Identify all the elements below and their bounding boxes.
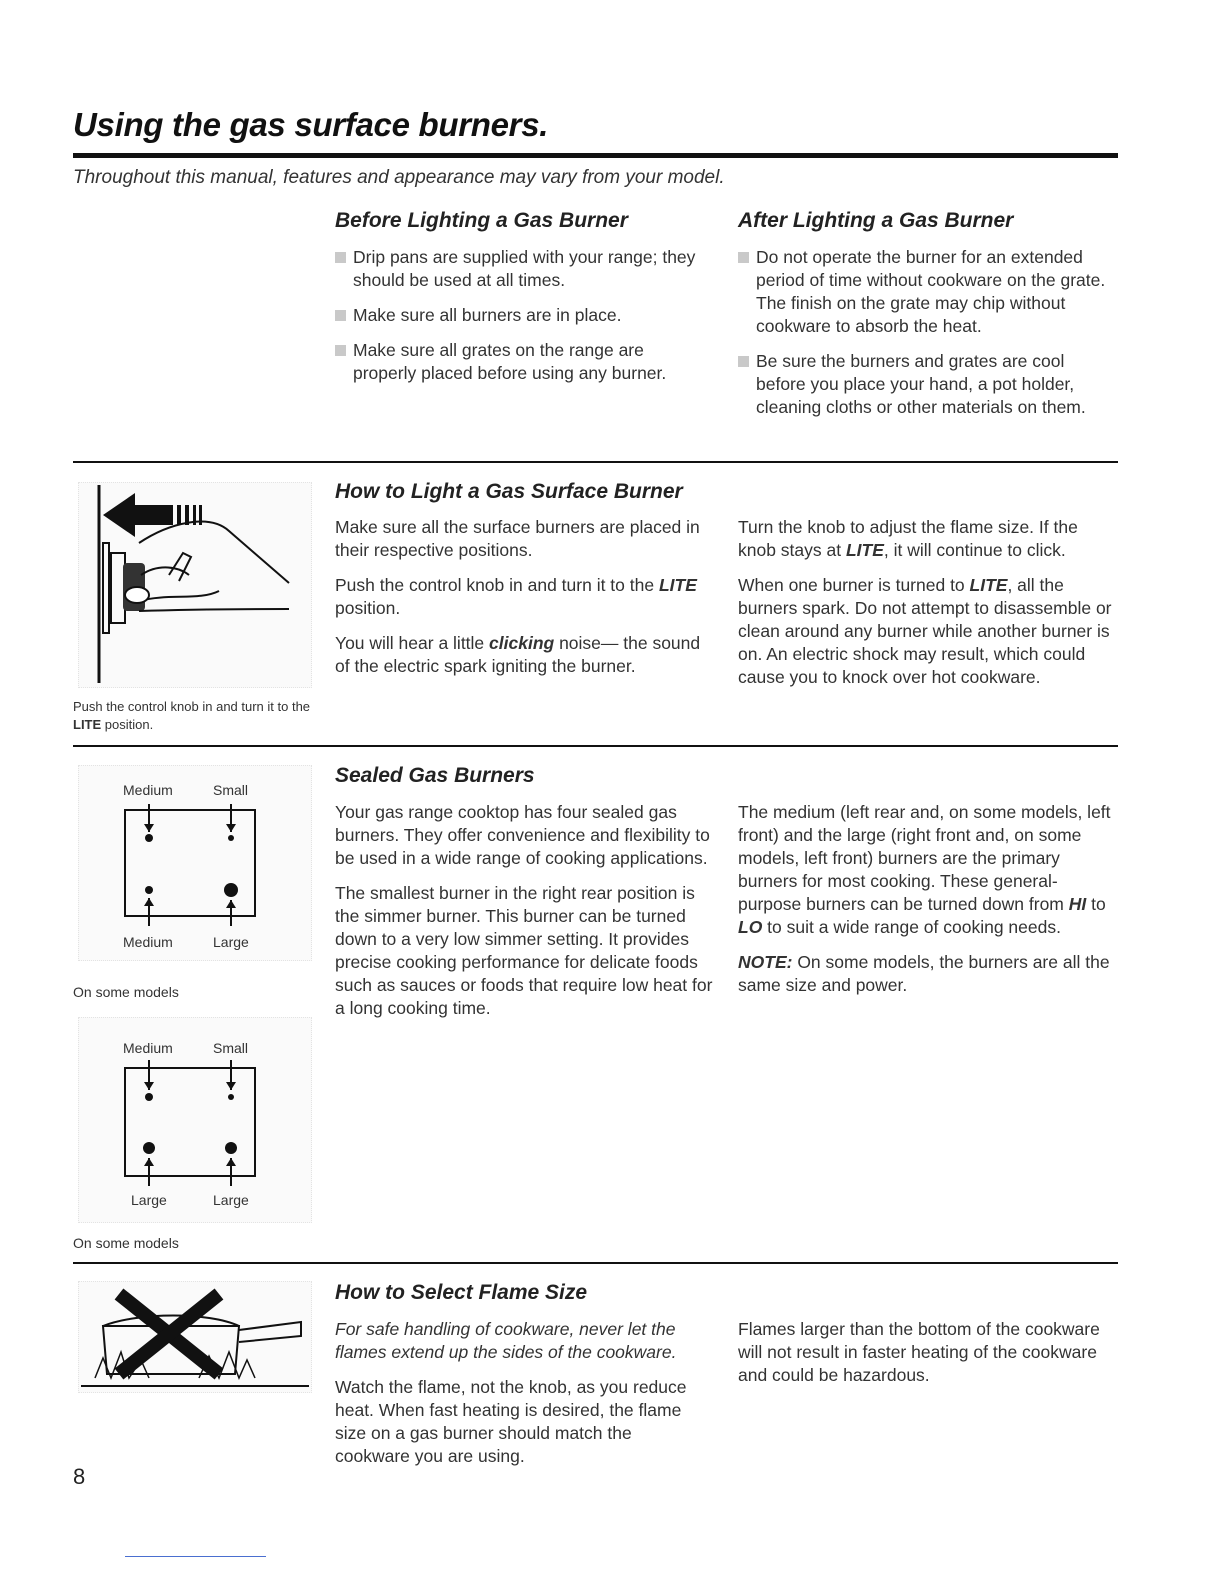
light-heading: How to Light a Gas Surface Burner [335, 480, 683, 503]
bullet-square-icon [335, 310, 346, 321]
page-number: 8 [73, 1464, 86, 1489]
burner-label-bottom-right: Large [213, 1192, 249, 1208]
diagram-2-caption: On some models [73, 1235, 179, 1251]
before-bullet: Make sure all grates on the range are properly placed before using any burner. [335, 339, 710, 385]
knob-caption: Push the control knob in and turn it to the LITE position. [73, 699, 311, 732]
burner-label-top-left: Medium [123, 1040, 173, 1056]
diagram-1-caption: On some models [73, 984, 179, 1000]
hand-turning-knob-icon [79, 483, 311, 687]
knob-illustration [78, 482, 312, 688]
burner-diagram-1 [78, 765, 312, 961]
after-bullet: Do not operate the burner for an extended period of time without cookware on the grate. The finish on the grate may chip without cookware to absorb the heat. [738, 246, 1113, 338]
footer-line [125, 1556, 266, 1557]
burner-label-top-left: Medium [123, 782, 173, 798]
crossed-out-pan-icon [79, 1282, 311, 1392]
bullet-square-icon [738, 252, 749, 263]
bullet-square-icon [738, 356, 749, 367]
light-col-left: Make sure all the surface burners are placed in their respective positions. Push the control knob in and turn it to the LITE position. You will hear a little clicking noise— the sound of the electric spark igniting the burner. [335, 517, 701, 676]
section-rule [73, 1262, 1118, 1264]
flame-illustration [78, 1281, 312, 1393]
section-rule [73, 461, 1118, 463]
cooktop-layout-icon [79, 766, 311, 960]
burner-label-bottom-right: Large [213, 934, 249, 950]
before-bullet: Make sure all burners are in place. [335, 304, 710, 327]
page-subtitle: Throughout this manual, features and appearance may vary from your model. [73, 167, 725, 188]
burner-label-bottom-left: Medium [123, 934, 173, 950]
section-rule [73, 745, 1118, 747]
before-list [335, 246, 710, 397]
burner-label-bottom-left: Large [131, 1192, 167, 1208]
before-bullet: Drip pans are supplied with your range; they should be used at all times. [335, 246, 710, 292]
light-col-right: Turn the knob to adjust the flame size. If the knob stays at LITE, it will continue to click. When one burner is turned to LITE, all the burners spark. Do not attempt to disassemble or clean around any burner while another burner is on. An electric shock may result, which could cause you to knock over hot cookware. [738, 517, 1112, 687]
sealed-heading: Sealed Gas Burners [335, 764, 535, 787]
burner-label-top-right: Small [213, 1040, 249, 1056]
flame-heading: How to Select Flame Size [335, 1281, 588, 1304]
after-list [738, 246, 1113, 431]
sealed-col-left: Your gas range cooktop has four sealed gas burners. They offer convenience and flexibility to be used in a wide range of cooking applications. The smallest burner in the right rear position is the simmer burner. This burner can be turned down to a very low simmer setting. It provides precise cooking performance for delicate foods such as sauces or foods that require low heat for a long cooking time. [335, 802, 713, 1018]
bullet-square-icon [335, 252, 346, 263]
bullet-square-icon [335, 345, 346, 356]
flame-col-left: For safe handling of cookware, never let the flames extend up the sides of the cookware. Watch the flame, not the knob, as you reduce heat. When fast heating is desired, the flame size on a gas burner should match the cookware you are using. [335, 1319, 687, 1466]
sealed-col-right: The medium (left rear and, on some models, left front) and the large (right front and, on some models, left front) burners are the primary burners for most cooking. These general-purpose burners can be turned down from HI to LO to suit a wide range of cooking needs. NOTE: On some models, the burners are all the same size and power. [738, 802, 1111, 995]
title-rule [73, 153, 1118, 158]
before-heading: Before Lighting a Gas Burner [335, 209, 628, 232]
after-heading: After Lighting a Gas Burner [738, 209, 1014, 232]
burner-diagram-2 [78, 1017, 312, 1223]
page-title: Using the gas surface burners. [73, 106, 549, 143]
burner-label-top-right: Small [213, 782, 249, 798]
flame-col-right: Flames larger than the bottom of the cookware will not result in faster heating of the cookware and could be hazardous. [738, 1319, 1100, 1385]
after-bullet: Be sure the burners and grates are cool before you place your hand, a pot holder, cleaning cloths or other materials on them. [738, 350, 1113, 419]
cooktop-layout-icon [79, 1018, 311, 1222]
